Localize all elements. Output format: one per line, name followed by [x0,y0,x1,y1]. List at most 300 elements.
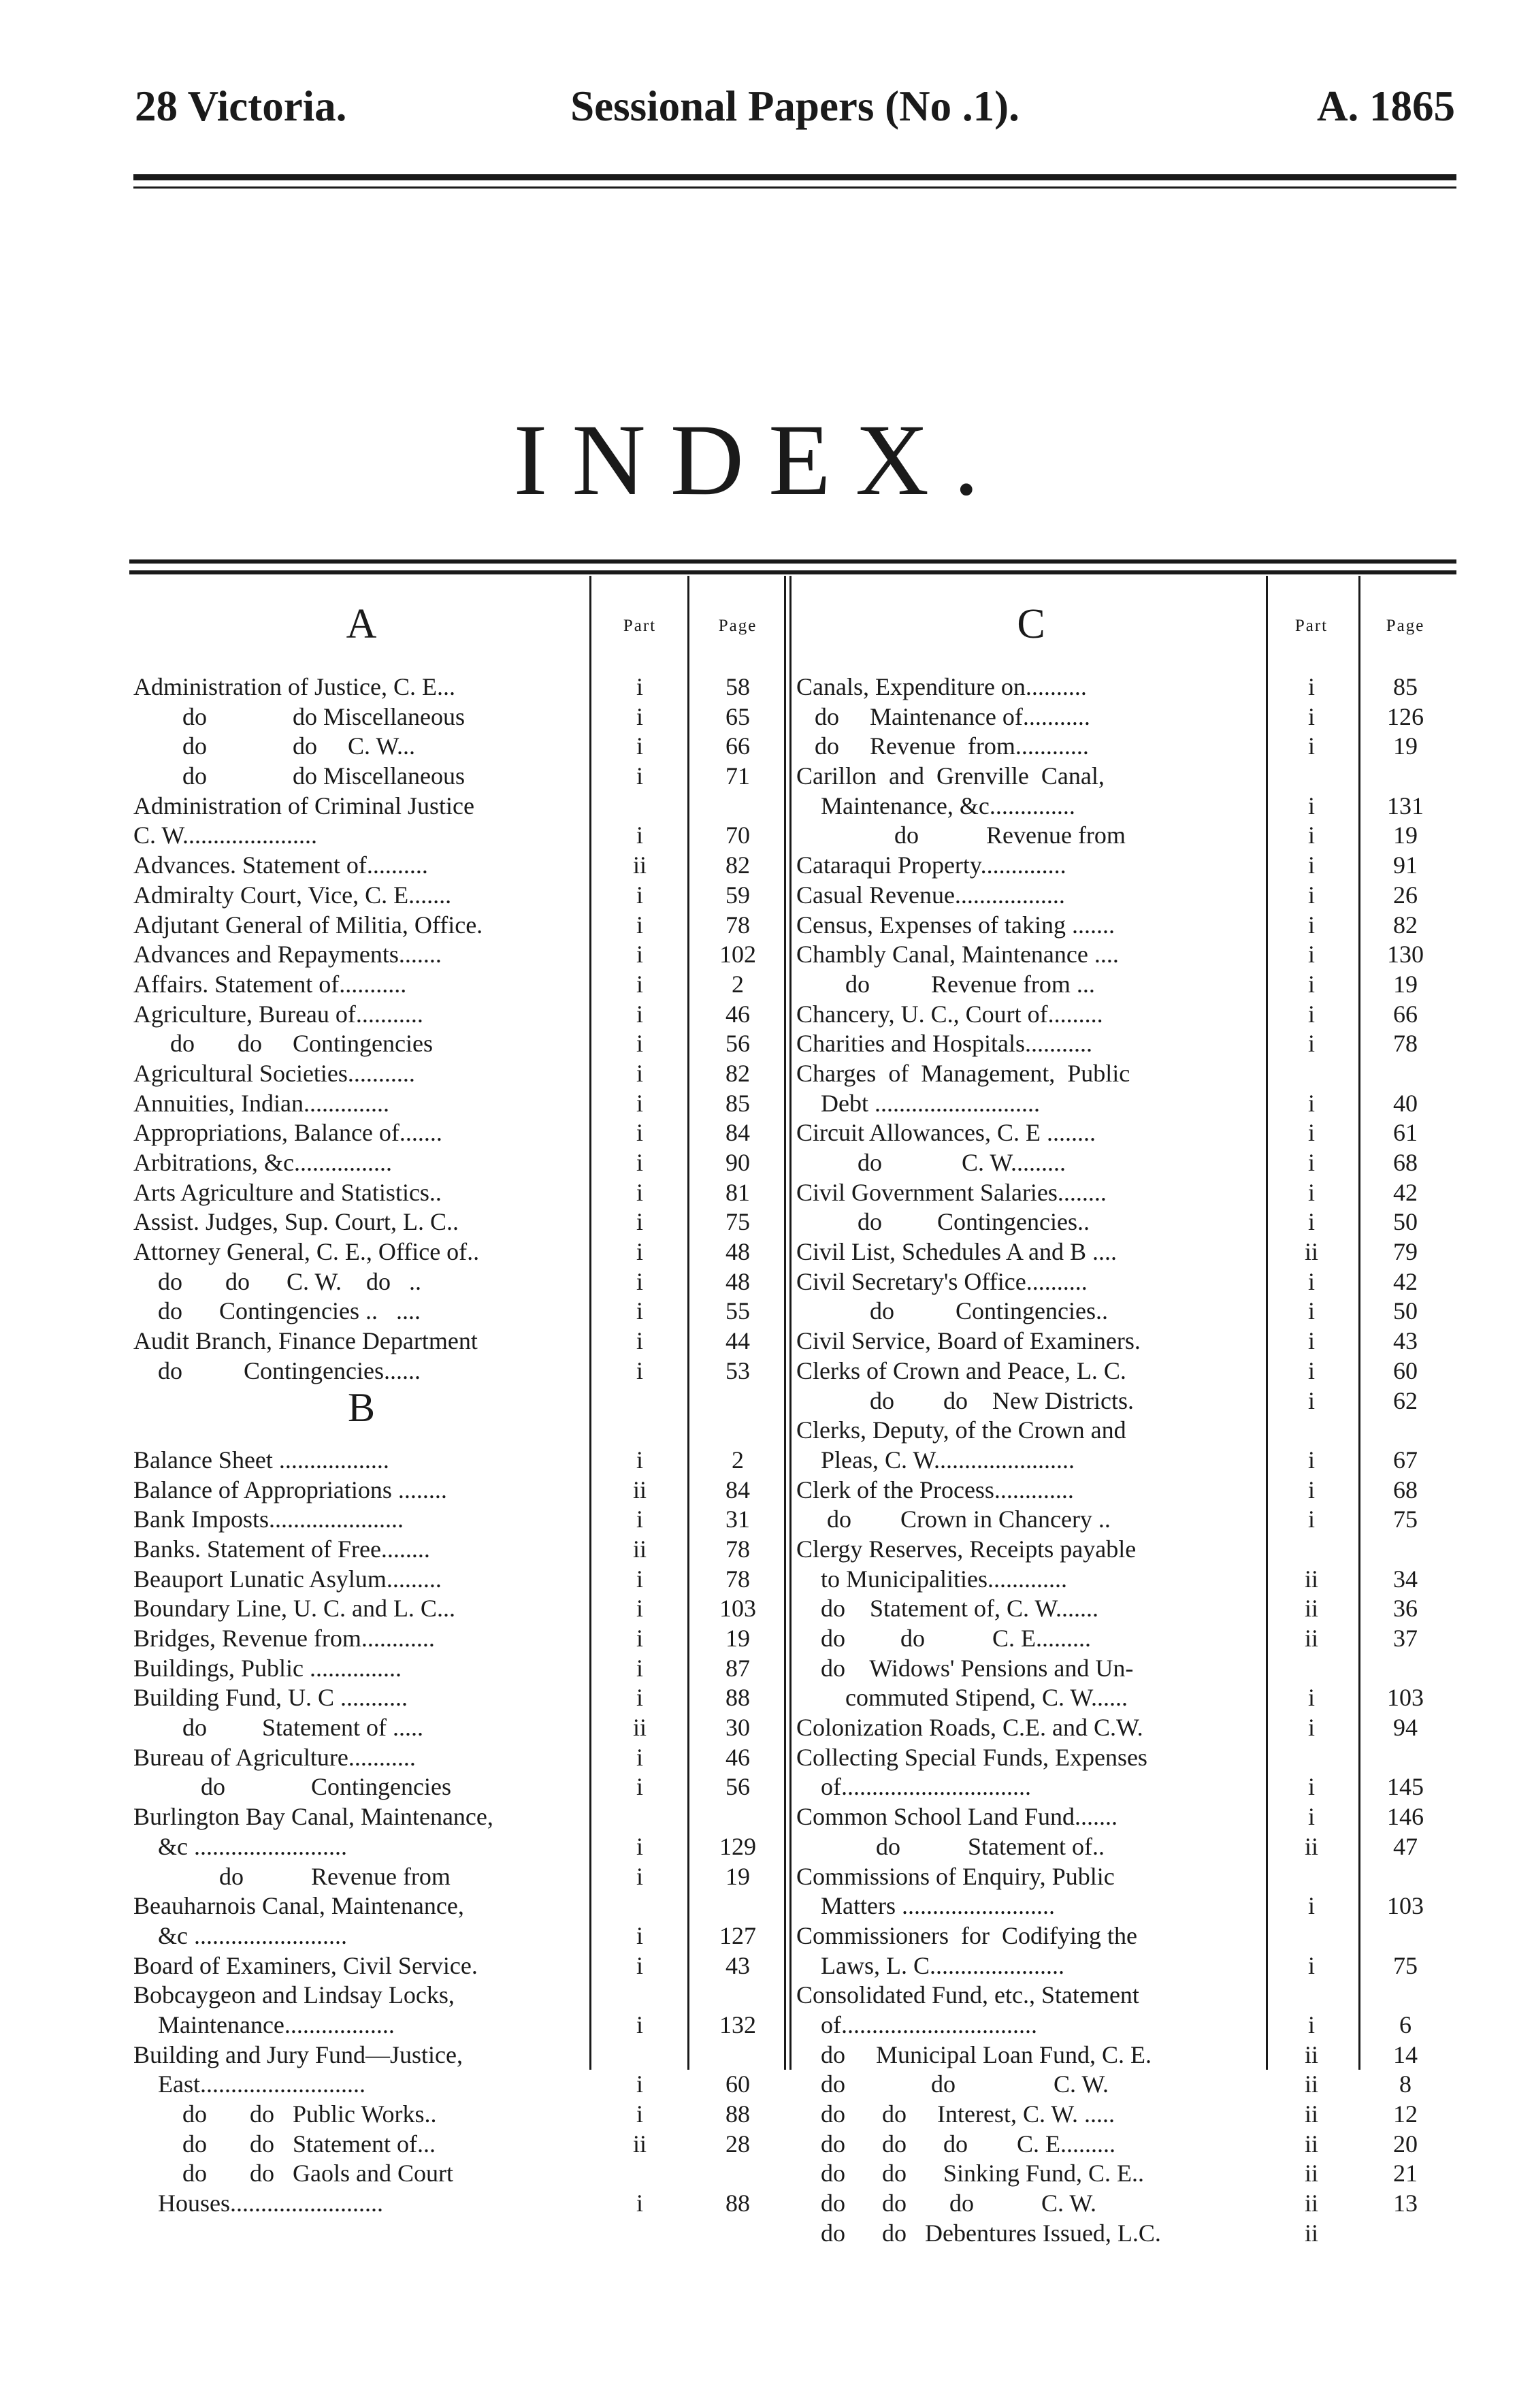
part-number: i [636,1149,643,1176]
index-entry-text: Administration of Justice, C. E... [133,673,455,700]
part-number: i [1307,1030,1315,1058]
index-entry-text: Admiralty Court, Vice, C. E....... [133,881,452,909]
page-number: 79 [1393,1238,1418,1266]
index-entry-text: do C. W......... [796,1149,1066,1176]
part-number: i [636,881,643,909]
index-entry-text: Maintenance, &c.............. [796,792,1075,819]
page-number: 127 [719,1921,756,1949]
page-number: 75 [725,1208,750,1236]
part-number: i [1307,1506,1315,1533]
index-entry-row [0,1148,1517,1178]
index-entry-row [0,2219,1517,2249]
page-number: 85 [1393,673,1418,700]
index-entry-text: Advances. Statement of.......... [133,851,428,879]
part-number: i [1307,941,1315,969]
index-entry-text: do do C. W. do .. [133,1267,422,1295]
index-entry-text: Arbitrations, &c................ [133,1149,392,1176]
page-number: 65 [725,702,750,730]
part-number: i [636,1565,643,1593]
index-entry-row [0,762,1517,792]
part-number: i [1307,1149,1315,1176]
part-number: i [636,2070,643,2098]
part-number: ii [1304,1238,1318,1266]
index-entry-row [0,1089,1517,1119]
page-number: 62 [1393,1386,1418,1414]
part-number: i [636,1000,643,1028]
index-entry-text: Commissioners for Codifying the [796,1921,1137,1949]
index-entry-text: Debt ........................... [796,1089,1040,1117]
left-part-header: Part [623,617,657,635]
index-entry-text: C. W...................... [133,821,318,849]
page-number: 37 [1393,1625,1418,1652]
index-entry-text: Bureau of Agriculture........... [133,1743,416,1771]
part-number: i [1307,1446,1315,1474]
page-number: 60 [1393,1356,1418,1384]
page-number: 50 [1393,1297,1418,1325]
index-entry-text: Adjutant General of Militia, Office. [133,911,483,939]
index-entry-row [0,1832,1517,1862]
page-number: 61 [1393,1119,1418,1147]
index-entry-text: do Statement of, C. W....... [796,1595,1098,1623]
section-heading-b: B [347,1393,376,1423]
part-number: i [1307,1208,1315,1236]
index-entry-text: do Contingencies.. [796,1297,1108,1325]
index-entry-row [0,1207,1517,1237]
index-entry-text: Canals, Expenditure on.......... [796,673,1087,700]
index-entry-text: Board of Examiners, Civil Service. [133,1951,478,1979]
page-number: 14 [1393,2040,1418,2068]
page-number: 31 [725,1506,750,1533]
page-number: 103 [1387,1892,1424,1920]
index-entry-row [0,1356,1517,1386]
part-number: i [636,2011,643,2038]
index-entry-row [0,1921,1517,1951]
page-number: 67 [1393,1446,1418,1474]
page-number: 42 [1393,1267,1418,1295]
page-number: 78 [725,1535,750,1563]
index-entry-text: Cataraqui Property.............. [796,851,1066,879]
part-number: i [636,1595,643,1623]
part-number: i [636,2190,643,2217]
part-number: i [636,1208,643,1236]
index-entry-row [0,702,1517,732]
page-number: 131 [1387,792,1424,819]
index-entry-text: do Municipal Loan Fund, C. E. [796,2040,1152,2068]
page-number: 103 [1387,1684,1424,1712]
index-entry-text: Bobcaygeon and Lindsay Locks, [133,1981,455,2009]
part-number: i [1307,1089,1315,1117]
part-number: ii [1304,2160,1318,2187]
index-entry-text: Bridges, Revenue from............ [133,1625,435,1652]
index-entry-row [0,2070,1517,2100]
part-number: i [636,970,643,998]
page-number: 44 [725,1327,750,1355]
part-number: i [1307,911,1315,939]
index-entry-row [0,851,1517,881]
page-number: 66 [1393,1000,1418,1028]
part-number: i [636,1238,643,1266]
part-number: ii [1304,1565,1318,1593]
left-page-header: Page [718,617,757,635]
index-entry-text: do Statement of.. [796,1832,1105,1860]
part-number: i [636,1625,643,1652]
index-entry-row [0,1981,1517,2011]
index-entry-text: Bank Imposts...................... [133,1506,404,1533]
index-entry-text: Clerks of Crown and Peace, L. C. [796,1356,1126,1384]
part-number: i [1307,881,1315,909]
section-heading-c: C [1017,601,1045,647]
page-number: 85 [725,1089,750,1117]
index-entry-text: Civil List, Schedules A and B .... [796,1238,1118,1266]
index-entry-text: Administration of Criminal Justice [133,792,474,819]
part-number: i [636,1654,643,1682]
index-entry-row [0,1505,1517,1535]
page-number: 91 [1393,851,1418,879]
index-entry-row [0,1772,1517,1802]
part-number: ii [1304,2219,1318,2247]
index-entry-text: do do New Districts. [796,1386,1134,1414]
part-number: i [636,1684,643,1712]
part-number: i [636,1743,643,1771]
page-number: 78 [725,911,750,939]
index-entry-text: do do C. W... [133,732,416,760]
page-number: 19 [1393,821,1418,849]
index-entry-row [0,2011,1517,2040]
index-entry-text: Common School Land Fund....... [796,1803,1118,1831]
part-number: i [1307,1327,1315,1355]
page-number: 19 [725,1625,750,1652]
page-number: 68 [1393,1149,1418,1176]
index-entry-text: Clerks, Deputy, of the Crown and [796,1416,1126,1444]
index-entry-text: do Contingencies .. .... [133,1297,421,1325]
page-number: 84 [725,1119,750,1147]
index-entry-row [0,1386,1517,1416]
page-number: 2 [732,970,744,998]
part-number: i [1307,1267,1315,1295]
page-number: 50 [1393,1208,1418,1236]
part-number: i [1307,1000,1315,1028]
index-entry-row [0,1713,1517,1743]
index-entry-row [0,1059,1517,1089]
index-entry-row [0,1000,1517,1030]
index-entry-text: Matters ......................... [796,1892,1055,1920]
page-number: 19 [1393,970,1418,998]
part-number: ii [632,1476,647,1503]
index-entry-text: Balance Sheet .................. [133,1446,389,1474]
page-number: 90 [725,1149,750,1176]
part-number: i [636,1506,643,1533]
part-number: i [636,911,643,939]
index-entry-row [0,1029,1517,1059]
index-entry-text: to Municipalities............. [796,1565,1067,1593]
part-number: i [1307,1803,1315,1831]
index-entry-text: Balance of Appropriations ........ [133,1476,447,1503]
index-entry-text: Pleas, C. W....................... [796,1446,1075,1474]
part-number: i [1307,1178,1315,1206]
part-number: i [636,1327,643,1355]
index-entry-text: do Revenue from [133,1862,451,1890]
part-number: i [636,1446,643,1474]
index-entry-text: Clerk of the Process............. [796,1476,1074,1503]
page-number: 48 [725,1238,750,1266]
index-entry-text: Arts Agriculture and Statistics.. [133,1178,442,1206]
part-number: i [1307,1119,1315,1147]
part-number: ii [1304,1625,1318,1652]
index-entry-text: do do Miscellaneous [133,702,465,730]
page-number: 66 [725,732,750,760]
header-year: A. 1865 [1317,82,1455,130]
index-entry-text: do Contingencies.. [796,1208,1090,1236]
index-entry-text: do do do C. W. [796,2190,1097,2217]
part-number: i [636,1089,643,1117]
part-number: ii [1304,1595,1318,1623]
page-number: 103 [719,1595,756,1623]
page-number: 130 [1387,941,1424,969]
index-entry-row [0,2040,1517,2070]
part-number: ii [632,2130,647,2158]
index-entry-text: Agriculture, Bureau of........... [133,1000,423,1028]
index-entry-row [0,1891,1517,1921]
page-number: 20 [1393,2130,1418,2158]
page-number: 81 [725,1178,750,1206]
page-number: 71 [725,762,750,790]
index-entry-text: do Contingencies...... [133,1356,421,1384]
page-number: 53 [725,1356,750,1384]
index-entry-row [0,821,1517,851]
part-number: i [636,1178,643,1206]
index-entry-text: Charities and Hospitals........... [796,1030,1092,1058]
part-number: i [1307,732,1315,760]
index-entry-text: Beauharnois Canal, Maintenance, [133,1892,464,1920]
index-entry-text: Civil Secretary's Office.......... [796,1267,1088,1295]
index-entry-text: do Contingencies [133,1773,451,1801]
index-entry-text: Appropriations, Balance of....... [133,1119,442,1147]
index-entry-text: of............................... [796,1773,1031,1801]
index-entry-text: Assist. Judges, Sup. Court, L. C.. [133,1208,459,1236]
header-rule-thick [133,174,1456,180]
index-entry-row [0,1237,1517,1267]
part-number: i [636,1773,643,1801]
part-number: ii [632,851,647,879]
page-number: 88 [725,2190,750,2217]
index-entry-row [0,1327,1517,1356]
index-entry-row [0,1535,1517,1565]
index-entry-text: do do Interest, C. W. ..... [796,2100,1115,2128]
index-entry-text: Consolidated Fund, etc., Statement [796,1981,1139,2009]
part-number: i [1307,1892,1315,1920]
index-entry-row [0,792,1517,821]
index-entry-text: of................................ [796,2011,1037,2038]
part-number: ii [1304,1832,1318,1860]
right-page-header: Page [1386,617,1425,635]
index-entry-text: do do Contingencies [133,1030,433,1058]
part-number: i [1307,1297,1315,1325]
index-entry-row [0,2130,1517,2160]
page-number: 58 [725,673,750,700]
page-title: INDEX. [513,404,1004,517]
part-number: i [1307,1684,1315,1712]
index-entry-text: Laws, L. C...................... [796,1951,1064,1979]
page-number: 46 [725,1000,750,1028]
index-entry-text: Annuities, Indian.............. [133,1089,389,1117]
part-number: i [636,1862,643,1890]
index-entry-text: do Revenue from [796,821,1126,849]
index-entry-row [0,1267,1517,1297]
index-entry-text: Houses......................... [133,2190,383,2217]
page-number: 8 [1399,2070,1412,2098]
index-entry-text: do do C. E......... [796,1625,1092,1652]
index-entry-row [0,1476,1517,1506]
index-entry-text: Casual Revenue.................. [796,881,1065,909]
index-entry-row [0,1951,1517,1981]
part-number: i [636,702,643,730]
index-entry-text: Advances and Repayments....... [133,941,442,969]
page-number: 129 [719,1832,756,1860]
page-number: 19 [725,1862,750,1890]
page-number: 6 [1399,2011,1412,2038]
page-number: 43 [725,1951,750,1979]
index-entry-row [0,881,1517,911]
index-entry-row [0,1743,1517,1773]
page-number: 70 [725,821,750,849]
right-part-header: Part [1294,617,1328,635]
index-entry-row [0,1118,1517,1148]
page-number: 47 [1393,1832,1418,1860]
page-number: 78 [1393,1030,1418,1058]
index-entry-text: Chambly Canal, Maintenance .... [796,941,1119,969]
index-entry-text: &c ......................... [133,1832,347,1860]
index-entry-row [0,1594,1517,1624]
index-entry-text: commuted Stipend, C. W...... [796,1684,1128,1712]
page-number: 88 [725,2100,750,2128]
part-number: i [1307,1386,1315,1414]
page-number: 82 [1393,911,1418,939]
index-entry-row [0,1565,1517,1595]
header-session: 28 Victoria. [135,82,347,130]
page-number: 82 [725,1059,750,1087]
index-entry-text: do Crown in Chancery .. [796,1506,1111,1533]
page-number: 2 [732,1446,744,1474]
index-entry-row [0,940,1517,970]
page-number: 68 [1393,1476,1418,1503]
index-entry-text: Burlington Bay Canal, Maintenance, [133,1803,493,1831]
table-top-rule-1 [129,559,1456,564]
part-number: ii [1304,2070,1318,2098]
index-entry-row [0,1297,1517,1327]
index-entry-row [0,1862,1517,1892]
page-number: 87 [725,1654,750,1682]
index-entry-text: do do Statement of... [133,2130,436,2158]
part-number: ii [1304,2040,1318,2068]
page-number: 30 [725,1714,750,1742]
page-number: 145 [1387,1773,1424,1801]
part-number: i [1307,1951,1315,1979]
page-number: 59 [725,881,750,909]
index-entry-text: do Statement of ..... [133,1714,423,1742]
part-number: i [1307,673,1315,700]
index-entry-text: Clergy Reserves, Receipts payable [796,1535,1137,1563]
part-number: i [636,941,643,969]
part-number: i [636,1119,643,1147]
header-rule-thin [133,186,1456,189]
index-entry-text: Commissions of Enquiry, Public [796,1862,1115,1890]
part-number: i [1307,1714,1315,1742]
page-number: 13 [1393,2190,1418,2217]
page-number: 56 [725,1030,750,1058]
index-entry-text: do do Debentures Issued, L.C. [796,2219,1161,2247]
index-entry-text: Chancery, U. C., Court of......... [796,1000,1103,1028]
part-number: i [1307,1476,1315,1503]
index-entry-text: Civil Government Salaries........ [796,1178,1107,1206]
page-number: 88 [725,1684,750,1712]
part-number: ii [632,1714,647,1742]
index-entry-row [0,1654,1517,1684]
index-entry-row [0,1446,1517,1476]
part-number: ii [632,1535,647,1563]
index-entry-text: do do Public Works.. [133,2100,437,2128]
part-number: i [1307,1773,1315,1801]
index-entry-text: Attorney General, C. E., Office of.. [133,1238,480,1266]
index-entry-text: Boundary Line, U. C. and L. C... [133,1595,455,1623]
page-number: 146 [1387,1803,1424,1831]
part-number: i [636,1832,643,1860]
page-number: 46 [725,1743,750,1771]
index-entry-text: East........................... [133,2070,365,2098]
running-header [135,82,1455,150]
page-number: 132 [719,2011,756,2038]
part-number: i [1307,821,1315,849]
part-number: i [636,821,643,849]
part-number: i [1307,851,1315,879]
page-number: 43 [1393,1327,1418,1355]
page-number: 12 [1393,2100,1418,2128]
part-number: i [636,1356,643,1384]
page-number: 94 [1393,1714,1418,1742]
index-entry-row [0,970,1517,1000]
index-entry-row [0,1802,1517,1832]
index-entry-text: Audit Branch, Finance Department [133,1327,478,1355]
part-number: i [636,1030,643,1058]
part-number: i [636,1059,643,1087]
section-heading-a: A [346,601,377,647]
page-number: 26 [1393,881,1418,909]
index-entry-text: Buildings, Public ............... [133,1654,402,1682]
part-number: i [1307,1356,1315,1384]
index-entry-text: Maintenance.................. [133,2011,395,2038]
part-number: i [636,762,643,790]
index-entry-row [0,2189,1517,2219]
index-entry-row [0,2159,1517,2189]
header-publication: Sessional Papers (No .1). [570,82,1020,130]
page-number: 75 [1393,1506,1418,1533]
index-entry-row [0,672,1517,702]
page-number: 75 [1393,1951,1418,1979]
page-number: 126 [1387,702,1424,730]
part-number: i [636,673,643,700]
index-entry-text: Charges of Management, Public [796,1059,1130,1087]
index-entry-row [0,2100,1517,2130]
index-entry-text: do do Miscellaneous [133,762,465,790]
page-number: 40 [1393,1089,1418,1117]
part-number: i [1307,702,1315,730]
index-entry-text: do do Sinking Fund, C. E.. [796,2160,1145,2187]
index-entry-text: Building and Jury Fund—Justice, [133,2040,463,2068]
index-entry-text: &c ......................... [133,1921,347,1949]
index-entry-text: Banks. Statement of Free........ [133,1535,430,1563]
part-number: i [1307,970,1315,998]
page-number: 56 [725,1773,750,1801]
part-number: i [636,1267,643,1295]
